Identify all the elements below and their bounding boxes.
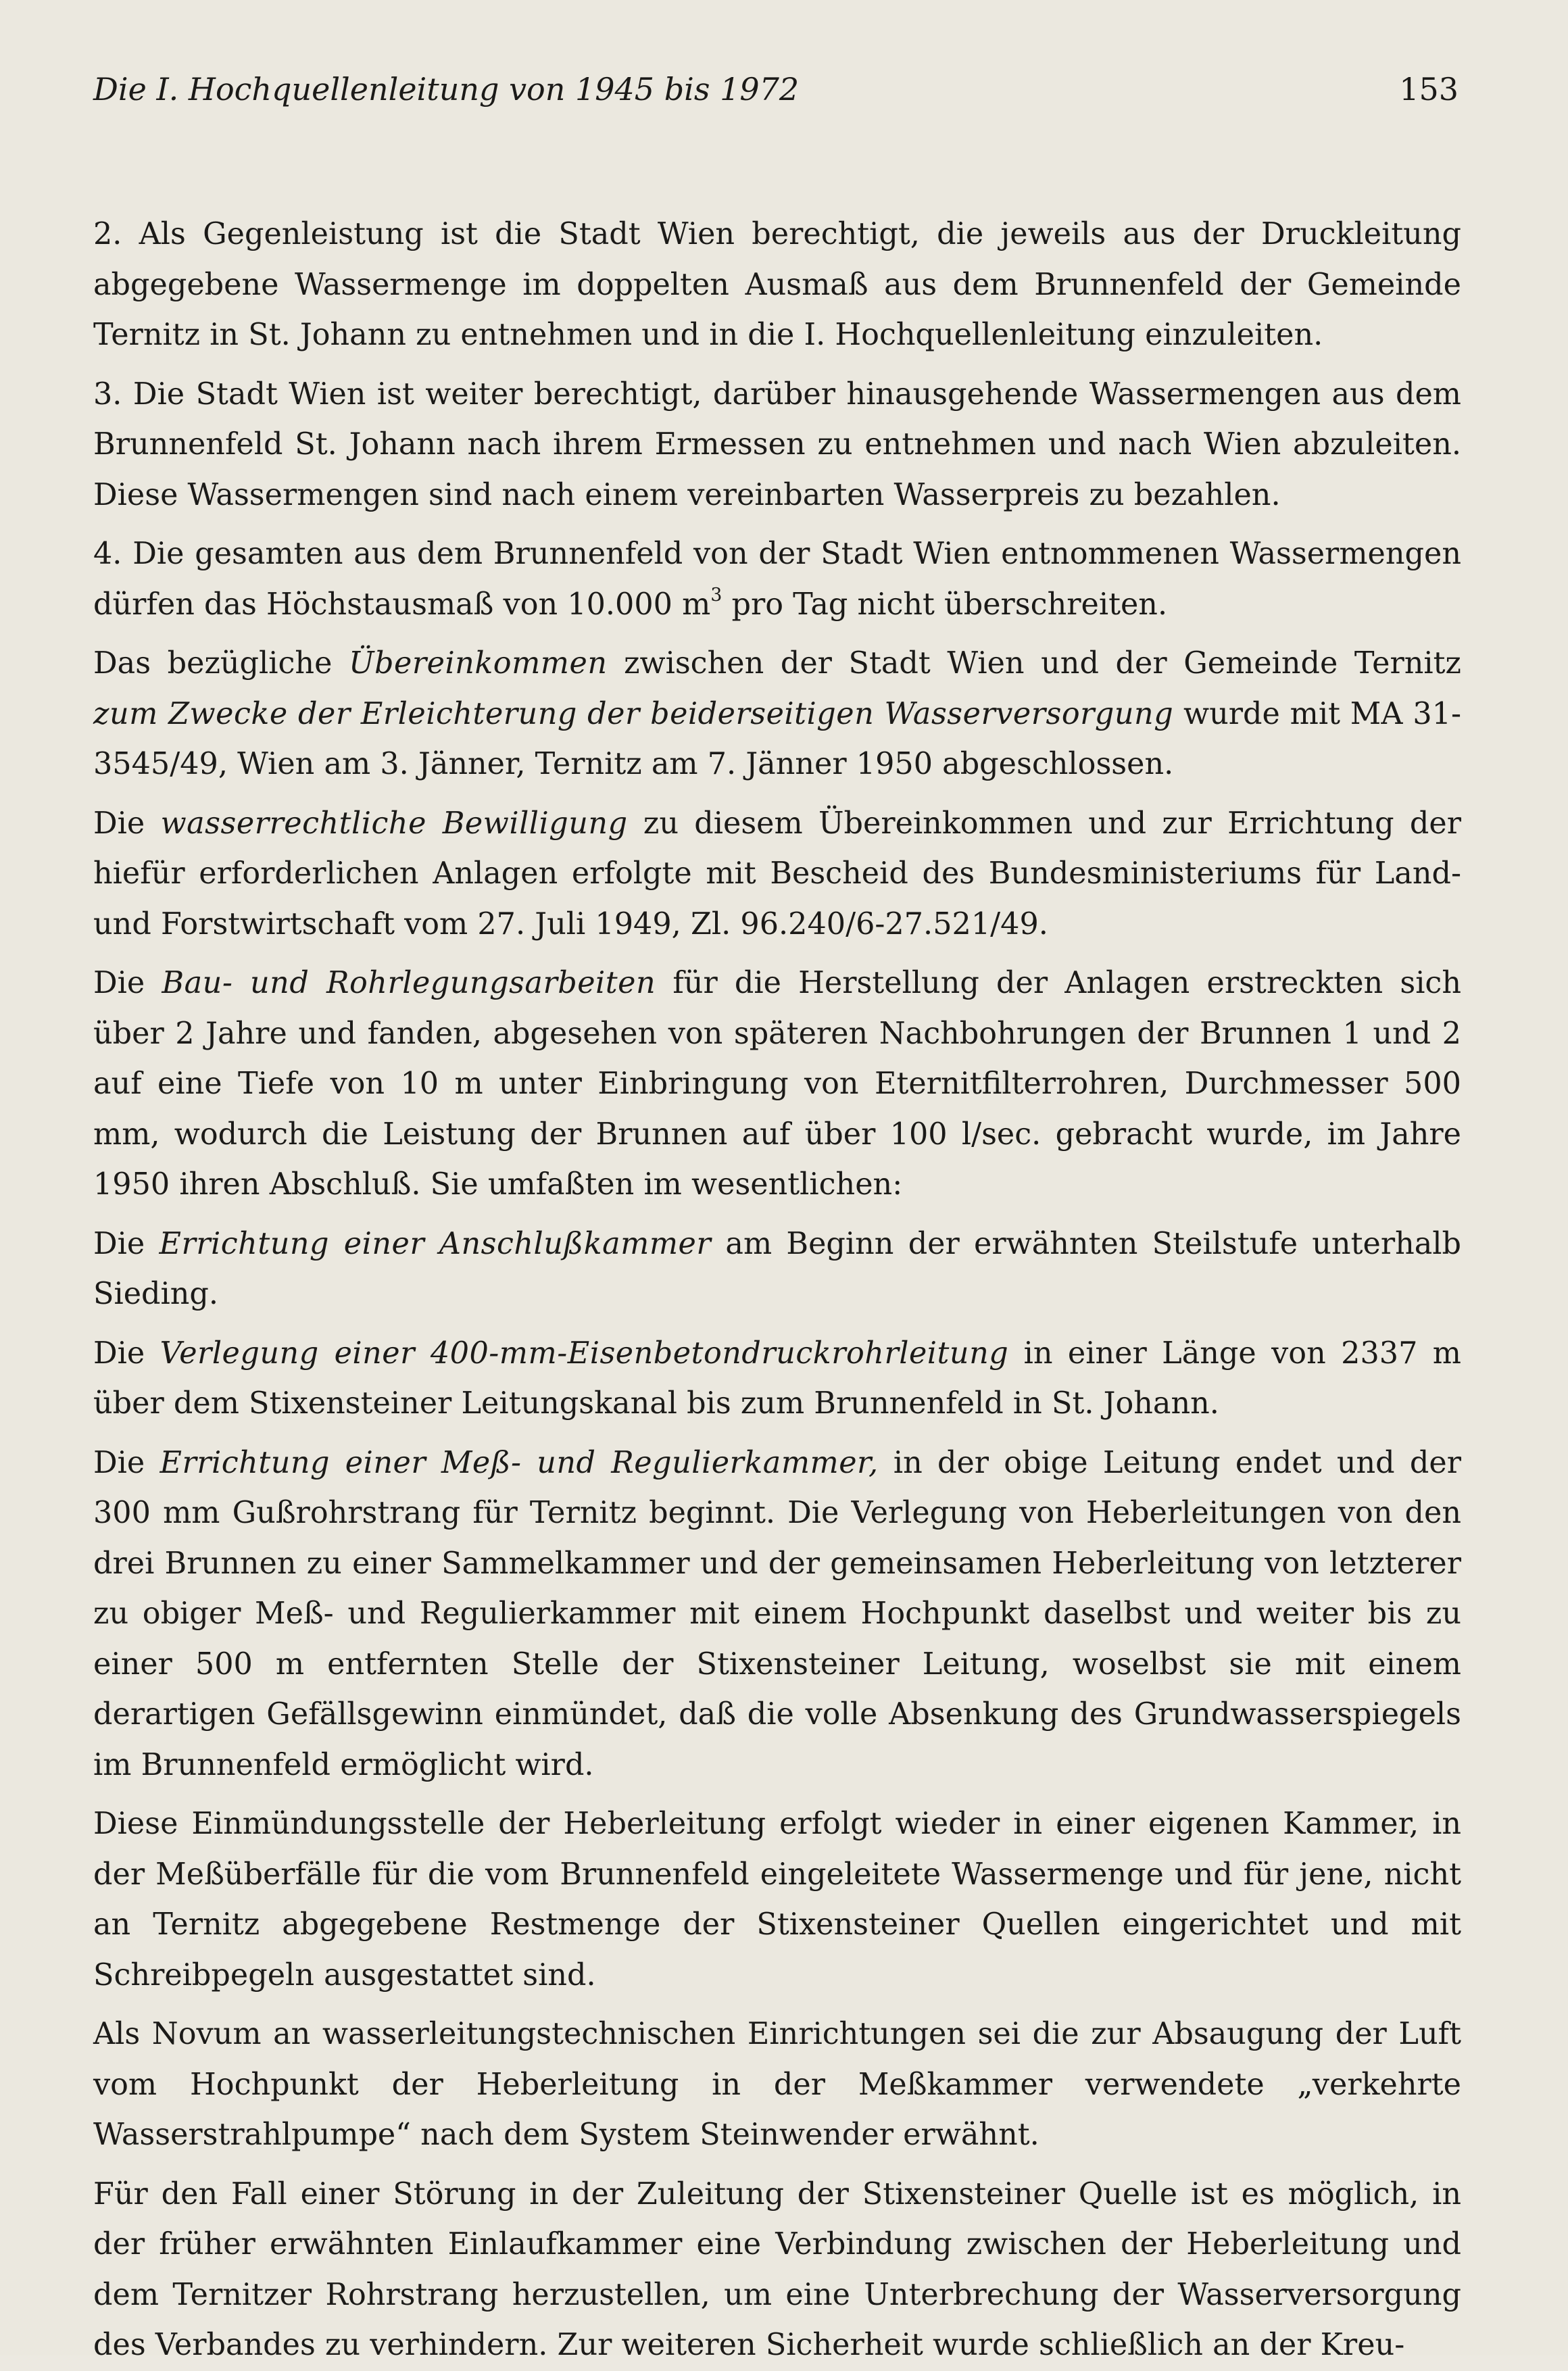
paragraph-novum: Als Novum an wasserleitungstechnischen Einrichtungen sei die zur Absaugung der Luft vom Hochpunkt der Heberleitung in der Meßkammer verwendete „verkehrte Wasserstrahlpumpe“ nach dem System Steinwender erwähnt.	[93, 2017, 1461, 2152]
page-number: 153	[1399, 71, 1459, 107]
paragraph-text: Die	[93, 1226, 160, 1261]
paragraph-text: für die Herstellung der Anlagen erstreckten sich über 2 Jahre und fanden, abgesehen von späteren Nachbohrungen der Brunnen 1 und 2 auf eine Tiefe von 10 m unter Einbringung von Eternitfilterrohren, Durchmesser 500 mm, wodurch die Leistung der Brunnen auf über 100 l/sec. gebracht wurde, im Jahre 1950 ihren Abschluß. Sie umfaßten im wesentlichen:	[93, 966, 1462, 1202]
paragraph-text: Die	[93, 1336, 160, 1371]
emphasis-term: wasserrechtliche Bewilligung	[160, 806, 628, 841]
emphasis-term: Verlegung einer 400-mm-Eisenbetondruckrohrleitung	[160, 1336, 1009, 1371]
paragraph-text: Die	[93, 806, 161, 841]
running-header	[93, 62, 1459, 116]
paragraph-text: am Beginn der erwähnten Steilstufe unterhalb Sieding.	[93, 1226, 1461, 1311]
paragraph-text: 4. Die gesamten aus dem Brunnenfeld von der Stadt Wien entnommenen Wassermengen dürfen das Höchstausmaß von 10.000 m	[93, 537, 1461, 622]
emphasis-term: Errichtung einer Meß- und Regulierkammer,	[160, 1445, 879, 1480]
emphasis-term: zum Zwecke der Erleichterung der beiderseitigen Wasserversorgung	[93, 696, 1174, 731]
paragraph-text: Das bezügliche	[93, 646, 349, 681]
paragraph-item-3: 3. Die Stadt Wien ist weiter berechtigt, darüber hinausgehende Wassermengen aus dem Brunnenfeld St. Johann nach ihrem Ermessen zu entnehmen und nach Wien abzuleiten. Diese Wassermengen sind nach einem vereinbarten Wasserpreis zu bezahlen.	[93, 376, 1461, 512]
paragraph-agreement	[93, 639, 1461, 790]
paragraph-text: wurde mit MA 31-3545/49, Wien am 3. Jänner, Ternitz am 7. Jänner 1950 abgeschlossen.	[93, 696, 1461, 781]
paragraph-pipeline	[93, 1329, 1461, 1429]
paragraph-fault: Für den Fall einer Störung in der Zuleitung der Stixensteiner Quelle ist es möglich, in der früher erwähnten Einlaufkammer eine Verbindung zwischen der Heberleitung und dem Ternitzer Rohrstrang herzustellen, um eine Unterbrechung der Wasserversorgung des Verbandes zu verhindern. Zur weiteren Sicherheit wurde schließlich an der Kreu-	[93, 2176, 1461, 2362]
paragraph-measuring	[93, 1438, 1461, 1791]
emphasis-term: Übereinkommen	[349, 646, 608, 681]
paragraph-permit	[93, 799, 1461, 950]
emphasis-term: Errichtung einer Anschlußkammer	[159, 1226, 712, 1261]
paragraph-construction	[93, 958, 1461, 1211]
paragraph-chamber	[93, 1219, 1461, 1320]
body-text	[93, 210, 1461, 2371]
paragraph-item-4	[93, 529, 1461, 630]
paragraph-text: pro Tag nicht überschreiten.	[722, 587, 1168, 622]
paragraph-text: zwischen der Stadt Wien und der Gemeinde Ternitz	[607, 646, 1461, 681]
paragraph-text: in der obige Leitung endet und der 300 mm Gußrohrstrang für Ternitz beginnt. Die Verlegung von Heberleitungen von den drei Brunnen zu einer Sammelkammer und der gemeinsamen Heberleitung von letzterer zu obiger Meß- und Regulierkammer mit einem Hochpunkt daselbst und weiter bis zu einer 500 m entfernten Stelle der Stixensteiner Leitung, woselbst sie mit einem derartigen Gefällsgewinn einmündet, daß die volle Absenkung des Grundwasserspiegels im Brunnenfeld ermöglicht wird.	[93, 1445, 1461, 1782]
running-title: Die I. Hochquellenleitung von 1945 bis 1972	[93, 71, 800, 107]
paragraph-item-2: 2. Als Gegenleistung ist die Stadt Wien berechtigt, die jeweils aus der Druckleitung abgegebene Wassermenge im doppelten Ausmaß aus dem Brunnenfeld der Gemeinde Ternitz in St. Johann zu entnehmen und in die I. Hochquellenleitung einzuleiten.	[93, 217, 1461, 352]
paragraph-text: in einer Länge von 2337 m über dem Stixensteiner Leitungskanal bis zum Brunnenfeld in St. Johann.	[93, 1336, 1461, 1421]
superscript: 3	[710, 584, 722, 606]
paragraph-text: Die	[93, 1445, 160, 1480]
paragraph-text: Die	[93, 966, 162, 1000]
paragraph-junction: Diese Einmündungsstelle der Heberleitung erfolgt wieder in einer eigenen Kammer, in der Meßüberfälle für die vom Brunnenfeld eingeleitete Wassermenge und für jene, nicht an Ternitz abgegebene Restmenge der Stixensteiner Quellen eingerichtet und mit Schreibpegeln ausgestattet sind.	[93, 1807, 1461, 1993]
emphasis-term: Bau- und Rohrlegungsarbeiten	[162, 966, 656, 1000]
paragraph-text: zu diesem Übereinkommen und zur Errichtung der hiefür erforderlichen Anlagen erfolgte mit Bescheid des Bundesministeriums für Land- und Forstwirtschaft vom 27. Juli 1949, Zl. 96.240/6-27.521/49.	[93, 806, 1462, 942]
